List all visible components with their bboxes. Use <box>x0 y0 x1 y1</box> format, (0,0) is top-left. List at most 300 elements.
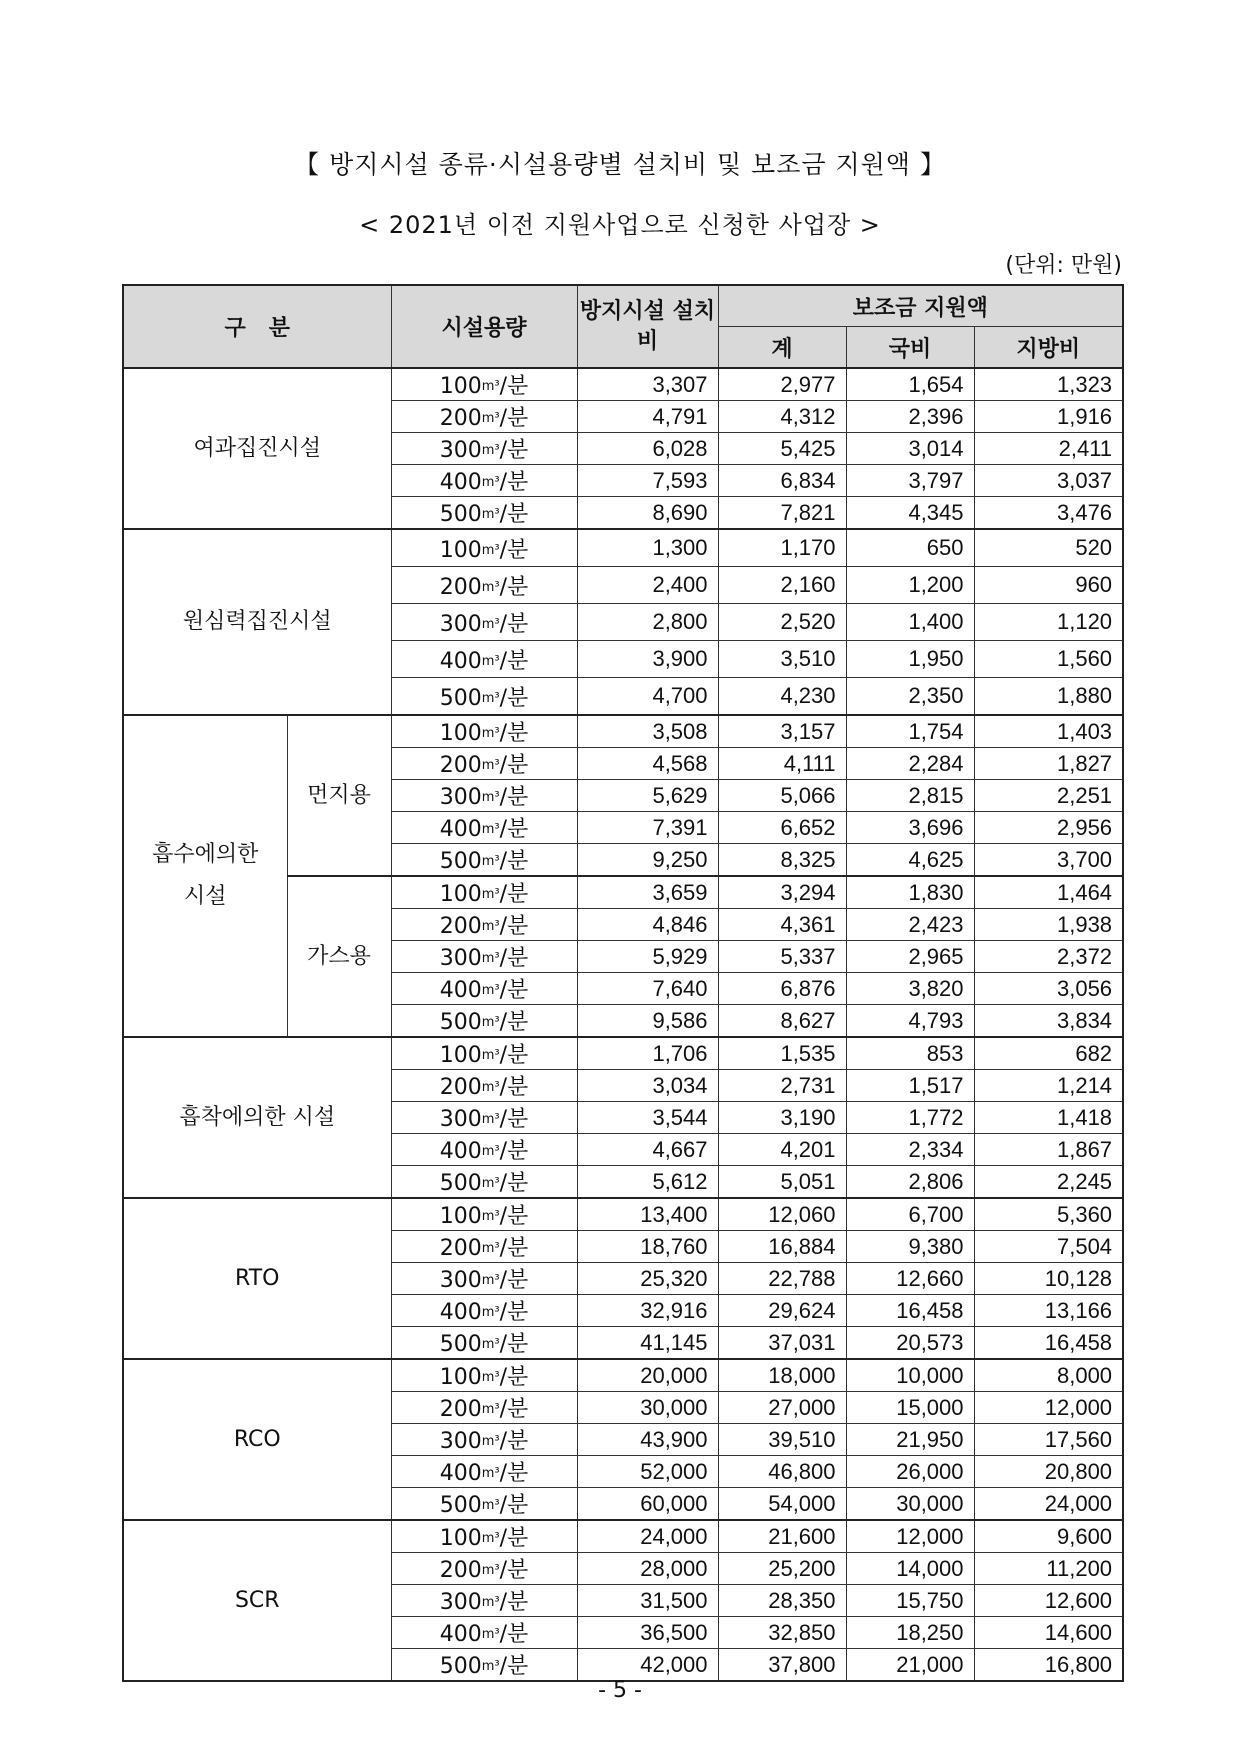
capacity-unit-per-min: /분 <box>499 1139 529 1164</box>
capacity-value: 400 <box>439 1461 482 1486</box>
subsidy-total-cell: 21,600 <box>718 1520 846 1553</box>
subsidy-total-cell: 28,350 <box>718 1585 846 1617</box>
subsidy-total-cell: 5,051 <box>718 1166 846 1199</box>
local-cell: 1,418 <box>974 1102 1123 1134</box>
local-cell: 1,880 <box>974 678 1123 716</box>
capacity-value: 500 <box>439 685 482 711</box>
install-cost-cell: 5,629 <box>577 780 718 812</box>
capacity-cell <box>391 941 577 973</box>
capacity-unit-per-min: /분 <box>499 1526 529 1551</box>
subsidy-total-cell: 5,425 <box>718 433 846 465</box>
capacity-value: 300 <box>439 946 482 971</box>
capacity-cell <box>391 1070 577 1102</box>
install-cost-cell: 28,000 <box>577 1553 718 1585</box>
capacity-value: 400 <box>439 1622 482 1647</box>
install-cost-cell: 9,250 <box>577 844 718 877</box>
install-cost-cell: 3,307 <box>577 368 718 401</box>
national-cell: 30,000 <box>846 1488 974 1521</box>
national-cell: 1,754 <box>846 715 974 748</box>
national-cell: 3,014 <box>846 433 974 465</box>
capacity-cell <box>391 529 577 567</box>
local-cell: 1,916 <box>974 401 1123 433</box>
capacity-unit-m3: m³ <box>481 790 500 805</box>
capacity-unit-m3: m³ <box>481 1112 500 1127</box>
capacity-cell <box>391 604 577 641</box>
capacity-unit-per-min: /분 <box>499 1107 529 1132</box>
header-capacity: 시설용량 <box>391 285 577 368</box>
capacity-cell <box>391 641 577 678</box>
capacity-value: 100 <box>439 1204 482 1229</box>
national-cell: 4,345 <box>846 497 974 530</box>
subsidy-total-cell: 4,201 <box>718 1134 846 1166</box>
capacity-unit-m3: m³ <box>481 951 500 966</box>
national-cell: 1,200 <box>846 567 974 604</box>
capacity-value: 200 <box>439 1075 482 1100</box>
subsidy-total-cell: 32,850 <box>718 1617 846 1649</box>
capacity-unit-m3: m³ <box>481 1498 500 1513</box>
capacity-cell <box>391 1005 577 1038</box>
capacity-unit-per-min: /분 <box>499 574 529 600</box>
table-body <box>123 368 1123 1681</box>
table-row <box>123 715 1123 748</box>
capacity-value: 100 <box>439 374 482 399</box>
capacity-value: 500 <box>439 502 482 527</box>
table-row <box>123 1359 1123 1392</box>
local-cell: 2,956 <box>974 812 1123 844</box>
install-cost-cell: 36,500 <box>577 1617 718 1649</box>
header-national: 국비 <box>846 327 974 369</box>
install-cost-cell: 18,760 <box>577 1231 718 1263</box>
header-local: 지방비 <box>974 327 1123 369</box>
capacity-value: 300 <box>439 1590 482 1615</box>
install-cost-cell: 24,000 <box>577 1520 718 1553</box>
local-cell: 2,251 <box>974 780 1123 812</box>
subsidy-total-cell: 37,800 <box>718 1649 846 1682</box>
capacity-unit-per-min: /분 <box>499 1010 529 1035</box>
capacity-value: 200 <box>439 1397 482 1422</box>
install-cost-cell: 30,000 <box>577 1392 718 1424</box>
capacity-unit-m3: m³ <box>481 919 500 934</box>
national-cell: 12,660 <box>846 1263 974 1295</box>
subsidy-total-cell: 6,652 <box>718 812 846 844</box>
local-cell: 1,827 <box>974 748 1123 780</box>
capacity-unit-per-min: /분 <box>499 1429 529 1454</box>
subsidy-total-cell: 3,294 <box>718 876 846 909</box>
local-cell: 2,411 <box>974 433 1123 465</box>
capacity-cell <box>391 1263 577 1295</box>
capacity-unit-per-min: /분 <box>499 1461 529 1486</box>
capacity-cell <box>391 497 577 530</box>
capacity-cell <box>391 1456 577 1488</box>
subgroup-label: 가스용 <box>287 876 391 1037</box>
subsidy-total-cell: 3,510 <box>718 641 846 678</box>
local-cell: 3,834 <box>974 1005 1123 1038</box>
install-cost-cell: 7,391 <box>577 812 718 844</box>
local-cell: 12,600 <box>974 1585 1123 1617</box>
national-cell: 3,797 <box>846 465 974 497</box>
national-cell: 14,000 <box>846 1553 974 1585</box>
capacity-value: 400 <box>439 978 482 1003</box>
subsidy-total-cell: 8,627 <box>718 1005 846 1038</box>
group-name: 흡수에의한 시설 <box>152 842 259 909</box>
local-cell: 17,560 <box>974 1424 1123 1456</box>
local-cell: 14,600 <box>974 1617 1123 1649</box>
subsidy-total-cell: 54,000 <box>718 1488 846 1521</box>
capacity-cell <box>391 780 577 812</box>
capacity-unit-m3: m³ <box>481 822 500 837</box>
capacity-cell <box>391 1359 577 1392</box>
local-cell: 20,800 <box>974 1456 1123 1488</box>
national-cell: 3,696 <box>846 812 974 844</box>
capacity-unit-per-min: /분 <box>499 721 529 746</box>
capacity-unit-m3: m³ <box>481 616 500 632</box>
local-cell: 682 <box>974 1037 1123 1070</box>
local-cell: 1,403 <box>974 715 1123 748</box>
capacity-unit-m3: m³ <box>481 579 500 595</box>
capacity-cell <box>391 1166 577 1199</box>
capacity-cell <box>391 1134 577 1166</box>
install-cost-cell: 1,706 <box>577 1037 718 1070</box>
national-cell: 12,000 <box>846 1520 974 1553</box>
local-cell: 3,056 <box>974 973 1123 1005</box>
subsidy-total-cell: 12,060 <box>718 1198 846 1231</box>
local-cell: 2,245 <box>974 1166 1123 1199</box>
capacity-value: 200 <box>439 914 482 939</box>
local-cell: 2,372 <box>974 941 1123 973</box>
subsidy-total-cell: 8,325 <box>718 844 846 877</box>
capacity-value: 300 <box>439 1268 482 1293</box>
national-cell: 20,573 <box>846 1327 974 1360</box>
capacity-unit-m3: m³ <box>481 1595 500 1610</box>
capacity-unit-per-min: /분 <box>499 1268 529 1293</box>
capacity-unit-m3: m³ <box>481 1209 500 1224</box>
capacity-cell <box>391 844 577 877</box>
capacity-value: 200 <box>439 1558 482 1583</box>
capacity-unit-m3: m³ <box>481 653 500 669</box>
capacity-value: 100 <box>439 1526 482 1551</box>
capacity-cell <box>391 1198 577 1231</box>
subsidy-total-cell: 5,337 <box>718 941 846 973</box>
capacity-cell <box>391 401 577 433</box>
national-cell: 3,820 <box>846 973 974 1005</box>
local-cell: 960 <box>974 567 1123 604</box>
local-cell: 9,600 <box>974 1520 1123 1553</box>
national-cell: 2,396 <box>846 401 974 433</box>
capacity-unit-m3: m³ <box>481 1273 500 1288</box>
install-cost-cell: 3,508 <box>577 715 718 748</box>
capacity-cell <box>391 465 577 497</box>
capacity-unit-m3: m³ <box>481 1563 500 1578</box>
capacity-unit-m3: m³ <box>481 1531 500 1546</box>
national-cell: 4,793 <box>846 1005 974 1038</box>
local-cell: 1,214 <box>974 1070 1123 1102</box>
capacity-value: 500 <box>439 1332 482 1357</box>
capacity-unit-per-min: /분 <box>499 1397 529 1422</box>
capacity-unit-per-min: /분 <box>499 374 529 399</box>
install-cost-cell: 4,791 <box>577 401 718 433</box>
subsidy-total-cell: 39,510 <box>718 1424 846 1456</box>
national-cell: 2,965 <box>846 941 974 973</box>
capacity-cell <box>391 1585 577 1617</box>
capacity-value: 400 <box>439 817 482 842</box>
capacity-value: 200 <box>439 1236 482 1261</box>
capacity-unit-per-min: /분 <box>499 611 529 637</box>
subsidy-total-cell: 7,821 <box>718 497 846 530</box>
capacity-unit-per-min: /분 <box>499 978 529 1003</box>
capacity-unit-m3: m³ <box>481 1370 500 1385</box>
national-cell: 1,400 <box>846 604 974 641</box>
capacity-unit-per-min: /분 <box>499 438 529 463</box>
capacity-unit-m3: m³ <box>481 1015 500 1030</box>
table-row <box>123 1520 1123 1553</box>
subsidy-total-cell: 5,066 <box>718 780 846 812</box>
capacity-unit-per-min: /분 <box>499 648 529 674</box>
install-cost-cell: 31,500 <box>577 1585 718 1617</box>
capacity-unit-m3: m³ <box>481 983 500 998</box>
capacity-value: 300 <box>439 611 482 637</box>
table-row <box>123 529 1123 567</box>
national-cell: 6,700 <box>846 1198 974 1231</box>
capacity-unit-m3: m³ <box>481 1337 500 1352</box>
capacity-cell <box>391 1037 577 1070</box>
capacity-value: 500 <box>439 1493 482 1518</box>
capacity-cell <box>391 748 577 780</box>
subsidy-total-cell: 16,884 <box>718 1231 846 1263</box>
local-cell: 3,476 <box>974 497 1123 530</box>
capacity-unit-per-min: /분 <box>499 537 529 563</box>
national-cell: 2,350 <box>846 678 974 716</box>
install-cost-cell: 42,000 <box>577 1649 718 1682</box>
capacity-value: 400 <box>439 470 482 495</box>
capacity-value: 300 <box>439 438 482 463</box>
table-row <box>123 1037 1123 1070</box>
local-cell: 3,700 <box>974 844 1123 877</box>
install-cost-cell: 43,900 <box>577 1424 718 1456</box>
capacity-cell <box>391 876 577 909</box>
capacity-value: 500 <box>439 1010 482 1035</box>
capacity-unit-m3: m³ <box>481 726 500 741</box>
capacity-unit-m3: m³ <box>481 542 500 558</box>
national-cell: 1,772 <box>846 1102 974 1134</box>
capacity-value: 300 <box>439 785 482 810</box>
capacity-cell <box>391 1649 577 1682</box>
capacity-unit-m3: m³ <box>481 1176 500 1191</box>
subsidy-total-cell: 46,800 <box>718 1456 846 1488</box>
capacity-cell <box>391 1553 577 1585</box>
national-cell: 2,423 <box>846 909 974 941</box>
group-label: 여과집진시설 <box>123 368 391 529</box>
capacity-unit-per-min: /분 <box>499 849 529 874</box>
capacity-unit-m3: m³ <box>481 1659 500 1674</box>
document-title: 【 방지시설 종류·시설용량별 설치비 및 보조금 지원액 】 <box>294 150 946 179</box>
local-cell: 1,464 <box>974 876 1123 909</box>
table-row <box>123 368 1123 401</box>
subsidy-total-cell: 22,788 <box>718 1263 846 1295</box>
subsidy-total-cell: 2,520 <box>718 604 846 641</box>
table-row <box>123 1198 1123 1231</box>
capacity-cell <box>391 1488 577 1521</box>
local-cell: 24,000 <box>974 1488 1123 1521</box>
install-cost-cell: 4,700 <box>577 678 718 716</box>
capacity-cell <box>391 567 577 604</box>
local-cell: 520 <box>974 529 1123 567</box>
capacity-unit-m3: m³ <box>481 507 500 522</box>
capacity-unit-per-min: /분 <box>499 1622 529 1647</box>
page-number: - 5 - <box>598 1678 642 1703</box>
capacity-unit-m3: m³ <box>481 1241 500 1256</box>
capacity-value: 400 <box>439 1300 482 1325</box>
capacity-unit-m3: m³ <box>481 758 500 773</box>
subsidy-total-cell: 29,624 <box>718 1295 846 1327</box>
header-install-cost: 방지시설 설치비 <box>577 285 718 368</box>
capacity-cell <box>391 1231 577 1263</box>
install-cost-cell: 7,593 <box>577 465 718 497</box>
local-cell: 1,120 <box>974 604 1123 641</box>
national-cell: 21,000 <box>846 1649 974 1682</box>
subgroup-label: 먼지용 <box>287 715 391 876</box>
national-cell: 1,830 <box>846 876 974 909</box>
national-cell: 15,000 <box>846 1392 974 1424</box>
install-cost-cell: 4,846 <box>577 909 718 941</box>
capacity-unit-m3: m³ <box>481 1627 500 1642</box>
install-cost-cell: 4,667 <box>577 1134 718 1166</box>
subsidy-total-cell: 4,230 <box>718 678 846 716</box>
capacity-value: 200 <box>439 406 482 431</box>
install-cost-cell: 1,300 <box>577 529 718 567</box>
capacity-cell <box>391 1617 577 1649</box>
capacity-unit-m3: m³ <box>481 475 500 490</box>
capacity-unit-per-min: /분 <box>499 1332 529 1357</box>
subsidy-total-cell: 6,834 <box>718 465 846 497</box>
subsidy-total-cell: 1,170 <box>718 529 846 567</box>
install-cost-cell: 7,640 <box>577 973 718 1005</box>
national-cell: 18,250 <box>846 1617 974 1649</box>
capacity-cell <box>391 433 577 465</box>
national-cell: 10,000 <box>846 1359 974 1392</box>
install-cost-cell: 9,586 <box>577 1005 718 1038</box>
capacity-value: 300 <box>439 1429 482 1454</box>
install-cost-cell: 6,028 <box>577 433 718 465</box>
capacity-unit-m3: m³ <box>481 379 500 394</box>
capacity-unit-per-min: /분 <box>499 502 529 527</box>
capacity-unit-per-min: /분 <box>499 406 529 431</box>
capacity-value: 200 <box>439 753 482 778</box>
install-cost-cell: 8,690 <box>577 497 718 530</box>
capacity-unit-m3: m³ <box>481 1402 500 1417</box>
capacity-unit-per-min: /분 <box>499 1590 529 1615</box>
national-cell: 15,750 <box>846 1585 974 1617</box>
national-cell: 2,334 <box>846 1134 974 1166</box>
subsidy-total-cell: 37,031 <box>718 1327 846 1360</box>
capacity-unit-m3: m³ <box>481 443 500 458</box>
national-cell: 26,000 <box>846 1456 974 1488</box>
capacity-unit-per-min: /분 <box>499 1075 529 1100</box>
national-cell: 1,517 <box>846 1070 974 1102</box>
national-cell: 9,380 <box>846 1231 974 1263</box>
group-label <box>123 715 287 1037</box>
national-cell: 2,815 <box>846 780 974 812</box>
local-cell: 3,037 <box>974 465 1123 497</box>
local-cell: 11,200 <box>974 1553 1123 1585</box>
install-cost-cell: 2,800 <box>577 604 718 641</box>
install-cost-cell: 3,900 <box>577 641 718 678</box>
group-label: SCR <box>123 1520 391 1681</box>
subsidy-total-cell: 4,312 <box>718 401 846 433</box>
group-label: 흡착에의한 시설 <box>123 1037 391 1198</box>
capacity-cell <box>391 678 577 716</box>
capacity-unit-per-min: /분 <box>499 817 529 842</box>
subsidy-total-cell: 18,000 <box>718 1359 846 1392</box>
capacity-unit-per-min: /분 <box>499 685 529 711</box>
capacity-cell <box>391 1520 577 1553</box>
local-cell: 16,458 <box>974 1327 1123 1360</box>
capacity-value: 500 <box>439 849 482 874</box>
capacity-unit-m3: m³ <box>481 411 500 426</box>
local-cell: 12,000 <box>974 1392 1123 1424</box>
install-cost-cell: 41,145 <box>577 1327 718 1360</box>
national-cell: 16,458 <box>846 1295 974 1327</box>
header-subsidy: 보조금 지원액 <box>718 285 1123 327</box>
capacity-unit-per-min: /분 <box>499 1558 529 1583</box>
capacity-unit-m3: m³ <box>481 690 500 706</box>
national-cell: 650 <box>846 529 974 567</box>
local-cell: 1,323 <box>974 368 1123 401</box>
subsidy-table <box>122 284 1124 1682</box>
national-cell: 853 <box>846 1037 974 1070</box>
install-cost-cell: 5,929 <box>577 941 718 973</box>
capacity-unit-per-min: /분 <box>499 1493 529 1518</box>
national-cell: 4,625 <box>846 844 974 877</box>
install-cost-cell: 60,000 <box>577 1488 718 1521</box>
install-cost-cell: 20,000 <box>577 1359 718 1392</box>
install-cost-cell: 13,400 <box>577 1198 718 1231</box>
local-cell: 1,938 <box>974 909 1123 941</box>
national-cell: 1,950 <box>846 641 974 678</box>
capacity-cell <box>391 1327 577 1360</box>
unit-note: (단위: 만원) <box>1005 253 1122 278</box>
capacity-unit-m3: m³ <box>481 1434 500 1449</box>
capacity-cell <box>391 715 577 748</box>
national-cell: 1,654 <box>846 368 974 401</box>
capacity-unit-per-min: /분 <box>499 914 529 939</box>
capacity-unit-m3: m³ <box>481 1144 500 1159</box>
local-cell: 1,867 <box>974 1134 1123 1166</box>
install-cost-cell: 32,916 <box>577 1295 718 1327</box>
capacity-cell <box>391 1424 577 1456</box>
capacity-unit-per-min: /분 <box>499 470 529 495</box>
install-cost-cell: 5,612 <box>577 1166 718 1199</box>
capacity-value: 100 <box>439 721 482 746</box>
capacity-value: 400 <box>439 1139 482 1164</box>
capacity-cell <box>391 909 577 941</box>
local-cell: 16,800 <box>974 1649 1123 1682</box>
capacity-unit-m3: m³ <box>481 1466 500 1481</box>
capacity-cell <box>391 368 577 401</box>
header-category: 구 분 <box>123 285 391 368</box>
subsidy-total-cell: 3,157 <box>718 715 846 748</box>
capacity-value: 100 <box>439 1365 482 1390</box>
install-cost-cell: 3,034 <box>577 1070 718 1102</box>
local-cell: 7,504 <box>974 1231 1123 1263</box>
capacity-value: 100 <box>439 537 482 563</box>
subsidy-total-cell: 2,977 <box>718 368 846 401</box>
national-cell: 2,284 <box>846 748 974 780</box>
capacity-value: 300 <box>439 1107 482 1132</box>
capacity-unit-m3: m³ <box>481 854 500 869</box>
subsidy-total-cell: 1,535 <box>718 1037 846 1070</box>
local-cell: 13,166 <box>974 1295 1123 1327</box>
capacity-value: 200 <box>439 574 482 600</box>
